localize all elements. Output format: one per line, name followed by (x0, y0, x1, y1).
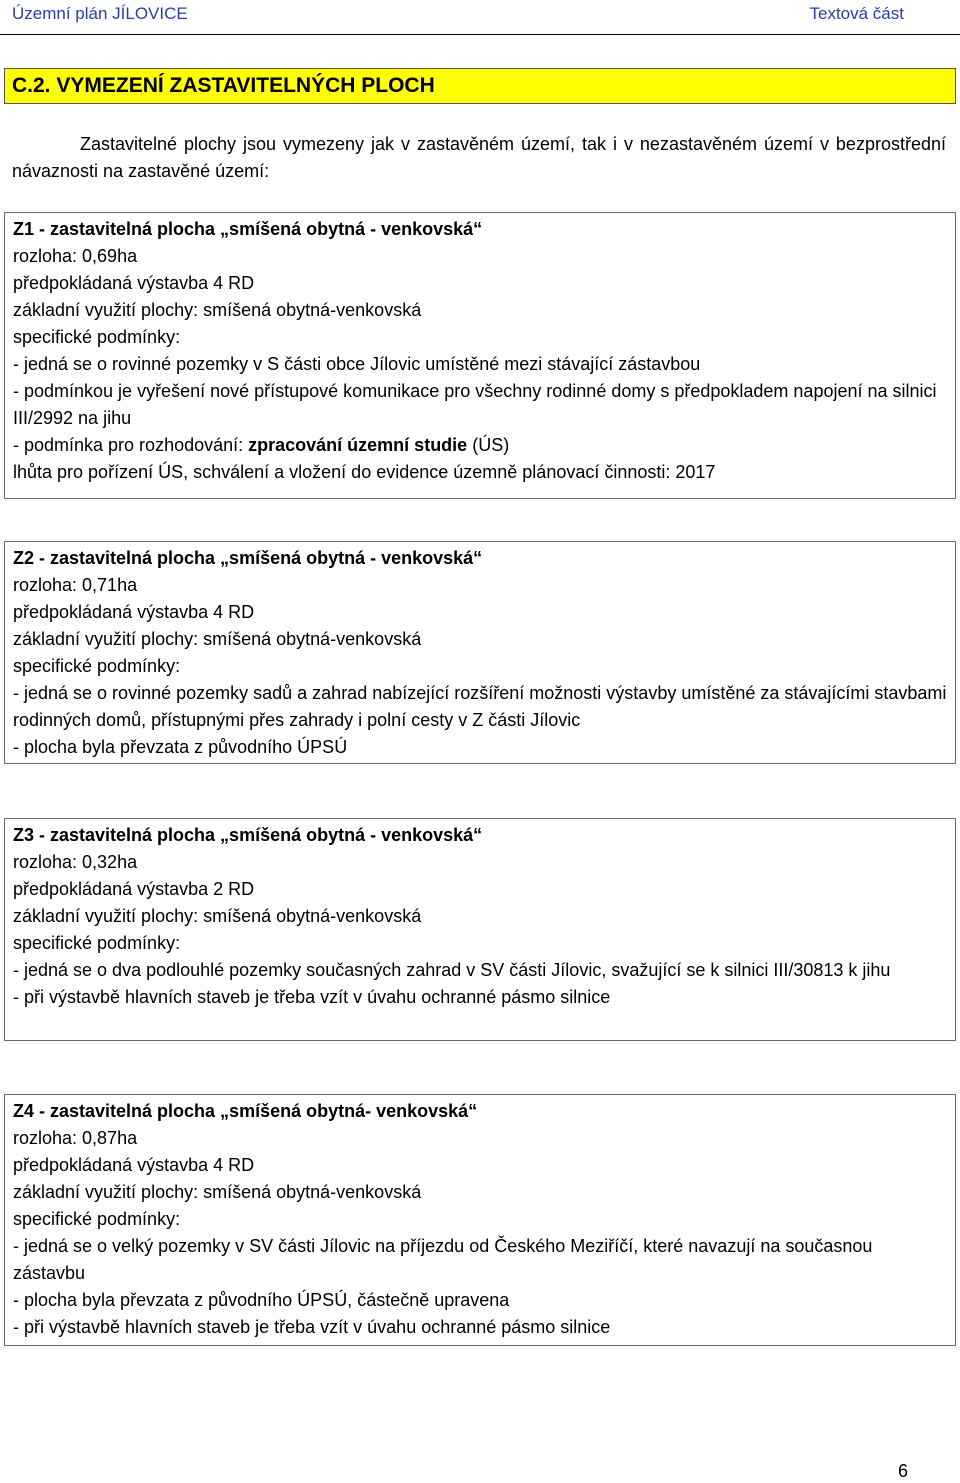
zone-deadline: lhůta pro pořízení ÚS, schválení a vložení do evidence územně plánovací činnosti: 2017 (13, 462, 716, 482)
zone-title: Z2 - zastavitelná plocha „smíšená obytná - venkovská“ (13, 548, 483, 568)
section-heading: C.2. VYMEZENÍ ZASTAVITELNÝCH PLOCH (4, 68, 956, 104)
zone-construction: předpokládaná výstavba 4 RD (13, 602, 255, 622)
zone-condition: - plocha byla převzata z původního ÚPSÚ, částečně upravena (13, 1290, 510, 1310)
page-number: 6 (897, 1461, 908, 1481)
zone-condition: - jedná se o dva podlouhlé pozemky současných zahrad v SV části Jílovic, svažující se k silnici III/30813 k jihu (13, 960, 891, 980)
zone-condition: - při výstavbě hlavních staveb je třeba vzít v úvahu ochranné pásmo silnice (13, 1317, 611, 1337)
page-header (12, 4, 904, 28)
section-intro: Zastavitelné plochy jsou vymezeny jak v zastavěném území, tak i v nezastavěném území v bezprostřední návaznosti na zastavěné území: (12, 134, 946, 181)
zone-condition: - jedná se o rovinné pozemky v S části obce Jílovic umístěné mezi stávající zástavbou (13, 354, 701, 374)
decision-suffix: (ÚS) (467, 435, 510, 455)
zone-area: rozloha: 0,87ha (13, 1128, 138, 1148)
document-part: Textová část (809, 4, 904, 23)
zone-z2 (4, 541, 956, 764)
zone-title: Z1 - zastavitelná plocha „smíšená obytná - venkovská“ (13, 219, 483, 239)
zone-condition: - podmínkou je vyřešení nové přístupové komunikace pro všechny rodinné domy s předpokladem napojení na silnici III/2992 na jihu (13, 381, 937, 428)
decision-prefix: - podmínka pro rozhodování: (13, 435, 249, 455)
zone-z1 (4, 212, 956, 499)
zone-construction: předpokládaná výstavba 4 RD (13, 1155, 255, 1175)
zone-area: rozloha: 0,71ha (13, 575, 138, 595)
zone-area: rozloha: 0,32ha (13, 852, 138, 872)
zone-use: základní využití plochy: smíšená obytná-venkovská (13, 629, 422, 649)
zone-construction: předpokládaná výstavba 2 RD (13, 879, 255, 899)
zone-use: základní využití plochy: smíšená obytná-venkovská (13, 906, 422, 926)
zone-use: základní využití plochy: smíšená obytná-venkovská (13, 1182, 422, 1202)
zone-condition: - jedná se o velký pozemky v SV části Jílovic na příjezdu od Českého Meziříčí, které navazují na současnou zástavbu (13, 1236, 873, 1283)
zone-area: rozloha: 0,69ha (13, 246, 138, 266)
zone-construction: předpokládaná výstavba 4 RD (13, 273, 255, 293)
zone-title: Z4 - zastavitelná plocha „smíšená obytná- venkovská“ (13, 1101, 478, 1121)
zone-condition: - plocha byla převzata z původního ÚPSÚ (13, 737, 348, 757)
zone-condition: - při výstavbě hlavních staveb je třeba vzít v úvahu ochranné pásmo silnice (13, 987, 611, 1007)
header-divider (0, 34, 960, 35)
zone-decision-condition (13, 432, 947, 459)
zone-conditions-label: specifické podmínky: (13, 327, 181, 347)
zone-conditions-label: specifické podmínky: (13, 656, 181, 676)
zone-conditions-label: specifické podmínky: (13, 933, 181, 953)
zone-z3 (4, 818, 956, 1041)
zone-condition: - jedná se o rovinné pozemky sadů a zahrad nabízející rozšíření možnosti výstavby umístěné za stávajícími stavbami rodinných domů, přístupnými přes zahrady i polní cesty v Z části Jílovic (13, 683, 947, 730)
zone-z4 (4, 1094, 956, 1346)
decision-study: zpracování územní studie (248, 435, 468, 455)
zone-use: základní využití plochy: smíšená obytná-venkovská (13, 300, 422, 320)
document-title: Územní plán JÍLOVICE (12, 4, 188, 23)
zone-title: Z3 - zastavitelná plocha „smíšená obytná - venkovská“ (13, 825, 483, 845)
zone-conditions-label: specifické podmínky: (13, 1209, 181, 1229)
